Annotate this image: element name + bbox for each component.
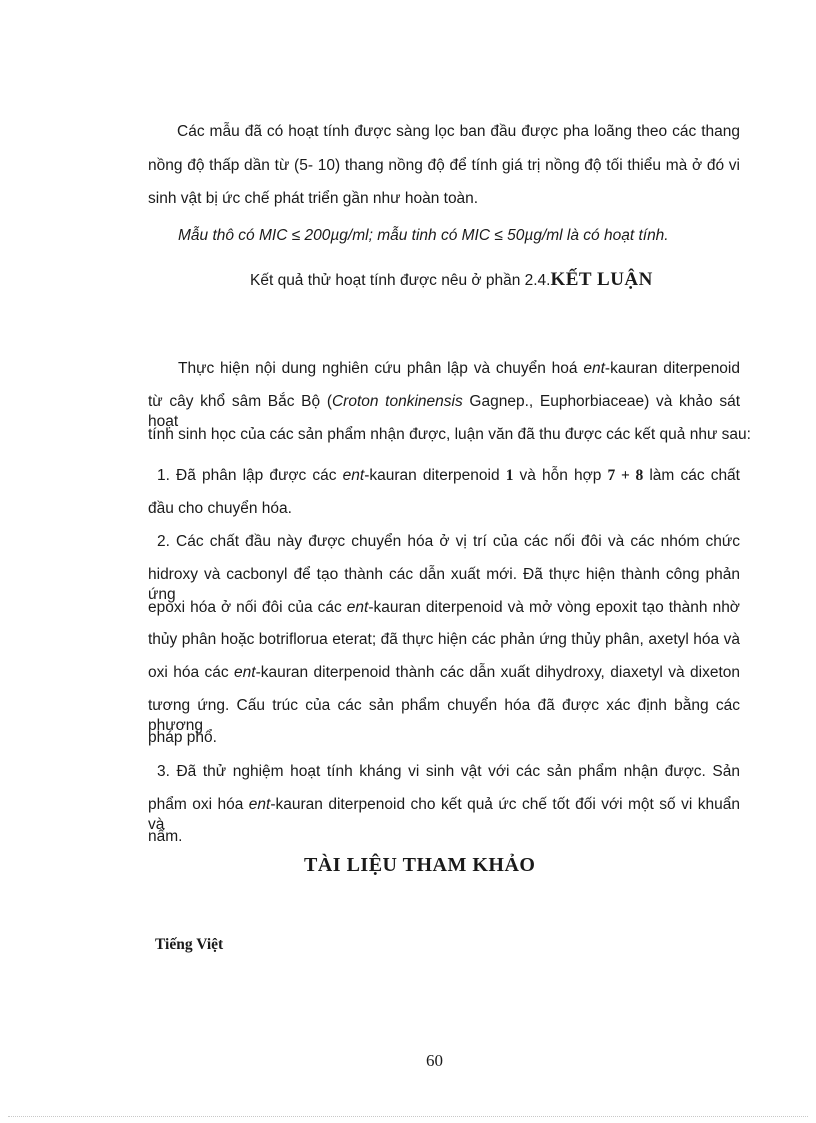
conclusion-heading: KẾT LUẬN: [550, 269, 653, 290]
result-reference-text: Kết quả thử hoạt tính được nêu ở phần 2.4.: [250, 272, 551, 289]
result-item-1-line-1: [157, 466, 740, 486]
references-title: TÀI LIỆU THAM KHẢO: [304, 854, 536, 876]
result-item-2-line-7: pháp phổ.: [148, 729, 217, 746]
page-number: 60: [426, 1051, 443, 1070]
ent-italic: ent: [583, 360, 605, 377]
result-item-2-line-2: hidroxy và cacbonyl để tạo thành các dẫn xuất mới. Đã thực hiện thành công phản ứng: [148, 566, 740, 603]
ent-italic: ent: [248, 796, 271, 813]
text-span: từ cây khổ sâm Bắc Bộ (: [148, 393, 332, 410]
references-subheading: Tiếng Việt: [155, 936, 224, 953]
result-item-3-line-1: 3. Đã thử nghiệm hoạt tính kháng vi sinh vật với các sản phẩm nhận được. Sản: [157, 763, 740, 780]
result-item-3-line-2: [148, 795, 740, 835]
conclusion-line-1: [178, 359, 740, 379]
text-span: làm các chất: [643, 467, 740, 484]
text-span: epoxi hóa ở nối đôi của các: [148, 599, 347, 616]
text-span: -kauran diterpenoid: [364, 467, 506, 484]
result-item-2-line-4: thủy phân hoặc botriflorua eterat; đã thực hiện các phản ứng thủy phân, axetyl hóa và: [148, 631, 740, 648]
result-item-2-line-3: [148, 598, 740, 618]
ent-italic: ent: [346, 599, 369, 616]
text-span: oxi hóa các: [148, 664, 235, 681]
compound-number: 7 + 8: [607, 467, 644, 484]
intro-line-3: sinh vật bị ức chế phát triển gần như hoàn toàn.: [148, 190, 479, 207]
text-span: Gagnep., Euphorbiaceae) và khảo sát hoạt: [148, 393, 740, 430]
result-item-2-line-1: 2. Các chất đầu này được chuyển hóa ở vị trí của các nối đôi và các nhóm chức: [157, 533, 740, 550]
text-span: -kauran diterpenoid: [604, 360, 740, 377]
ent-italic: ent: [234, 664, 256, 681]
text-span: Thực hiện nội dung nghiên cứu phân lập và chuyển hoá: [178, 360, 584, 377]
result-item-2-line-6: tương ứng. Cấu trúc của các sản phẩm chuyển hóa đã được xác định bằng các phương: [148, 697, 740, 734]
text-span: phẩm oxi hóa: [148, 796, 249, 813]
text-span: -kauran diterpenoid cho kết quả ức chế tốt đối với một số vi khuẩn và: [148, 796, 740, 833]
conclusion-line-3: tính sinh học của các sản phẩm nhận được, luận văn đã thu được các kết quả như sau:: [148, 426, 751, 443]
result-item-2-line-5: [148, 663, 740, 683]
text-span: -kauran diterpenoid thành các dẫn xuất dihydroxy, diaxetyl và dixeton: [255, 664, 740, 681]
mic-criteria: Mẫu thô có MIC ≤ 200µg/ml; mẫu tinh có MIC ≤ 50µg/ml là có hoạt tính.: [178, 227, 669, 244]
intro-line-2: nồng độ thấp dần từ (5- 10) thang nồng độ để tính giá trị nồng độ tối thiểu mà ở đó vi: [148, 157, 740, 174]
result-item-1-line-2: đầu cho chuyển hóa.: [148, 500, 292, 517]
result-reference: [250, 270, 653, 291]
intro-line-1: Các mẫu đã có hoạt tính được sàng lọc ban đầu được pha loãng theo các thang: [177, 123, 740, 140]
ent-italic: ent: [342, 467, 365, 484]
text-span: -kauran diterpenoid và mở vòng epoxit tạo thành nhờ: [368, 599, 740, 616]
page-bottom-border: [8, 1116, 808, 1117]
result-item-3-line-3: nấm.: [148, 828, 183, 845]
text-span: và hỗn hợp: [513, 467, 608, 484]
species-italic: Croton tonkinensis: [331, 393, 463, 410]
text-span: 1. Đã phân lập được các: [157, 467, 343, 484]
compound-number: 1: [505, 467, 514, 484]
